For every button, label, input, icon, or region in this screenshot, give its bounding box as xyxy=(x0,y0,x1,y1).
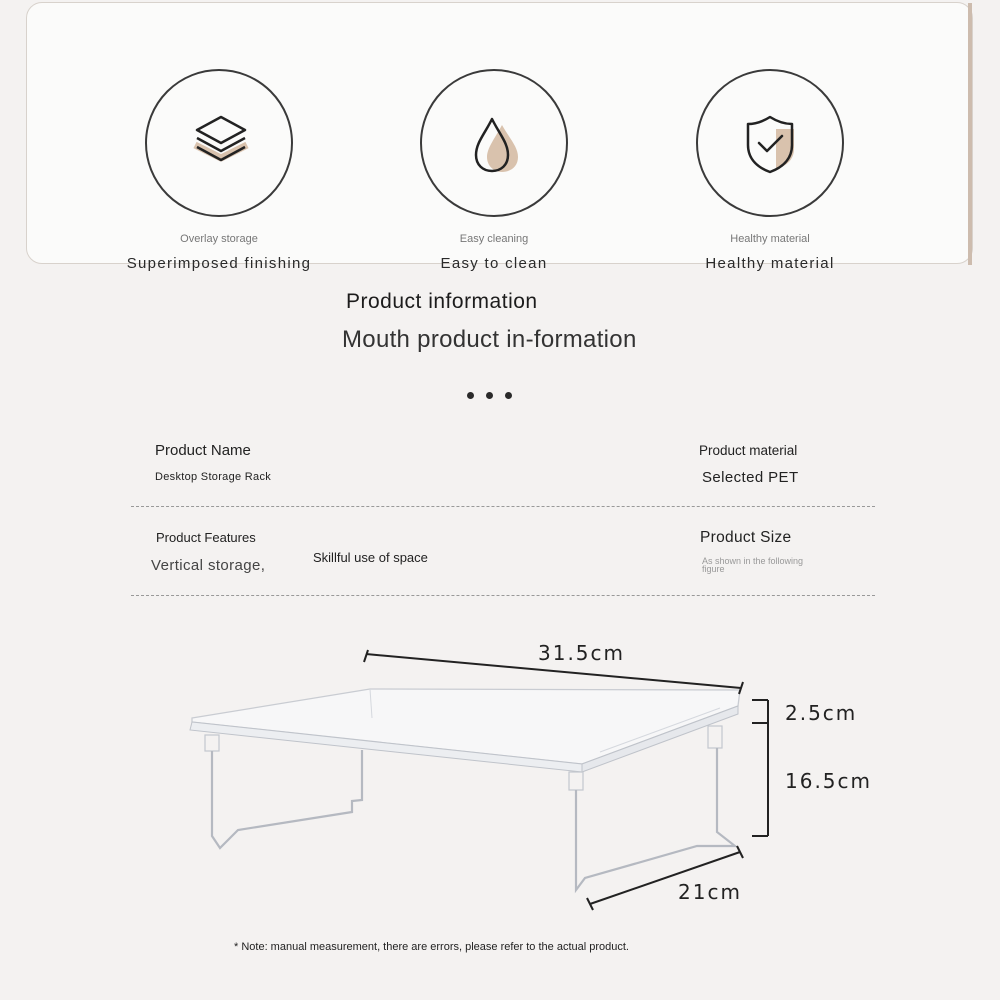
measurement-note: * Note: manual measurement, there are errors, please refer to the actual product. xyxy=(234,941,629,953)
divider xyxy=(131,506,875,507)
feature-title: Healthy material xyxy=(705,255,835,272)
feature-circle xyxy=(145,69,293,217)
section-subtitle: Mouth product in-formation xyxy=(342,326,637,353)
product-size-label: Product Size xyxy=(700,529,792,546)
section-title: Product information xyxy=(346,290,538,313)
product-size-value: As shown in the following figure xyxy=(702,556,804,574)
feature-overlay-storage xyxy=(89,69,349,272)
feature-healthy-material xyxy=(640,69,900,272)
product-material-value: Selected PET xyxy=(702,469,799,486)
rack-illustration xyxy=(190,689,740,890)
depth-label: 21cm xyxy=(678,880,742,904)
length-label: 31.5cm xyxy=(538,641,626,665)
divider xyxy=(131,595,875,596)
product-features-value: Vertical storage, xyxy=(151,557,266,574)
feature-title: Easy to clean xyxy=(440,255,548,272)
product-features-label: Product Features xyxy=(156,530,256,545)
feature-circle xyxy=(420,69,568,217)
features-card xyxy=(26,2,973,272)
height-label: 16.5cm xyxy=(785,769,873,793)
feature-small-label: Healthy material xyxy=(730,233,810,245)
product-material-label: Product material xyxy=(699,443,798,458)
product-name-value: Desktop Storage Rack xyxy=(155,471,272,483)
card-edge-accent xyxy=(968,3,972,265)
feature-title: Superimposed finishing xyxy=(126,255,312,272)
ellipsis-dots xyxy=(467,392,512,399)
water-drop-icon xyxy=(456,105,536,185)
feature-easy-cleaning xyxy=(364,69,624,272)
product-features-value-2: Skillful use of space xyxy=(313,550,428,565)
feature-circle xyxy=(696,69,844,217)
feature-small-label: Overlay storage xyxy=(180,233,258,245)
stack-layers-icon xyxy=(181,105,261,185)
rack-dimension-diagram xyxy=(0,620,1000,920)
shield-check-icon xyxy=(732,105,812,185)
product-name-label: Product Name xyxy=(155,442,251,459)
thickness-label: 2.5cm xyxy=(785,701,858,725)
feature-small-label: Easy cleaning xyxy=(459,233,529,245)
